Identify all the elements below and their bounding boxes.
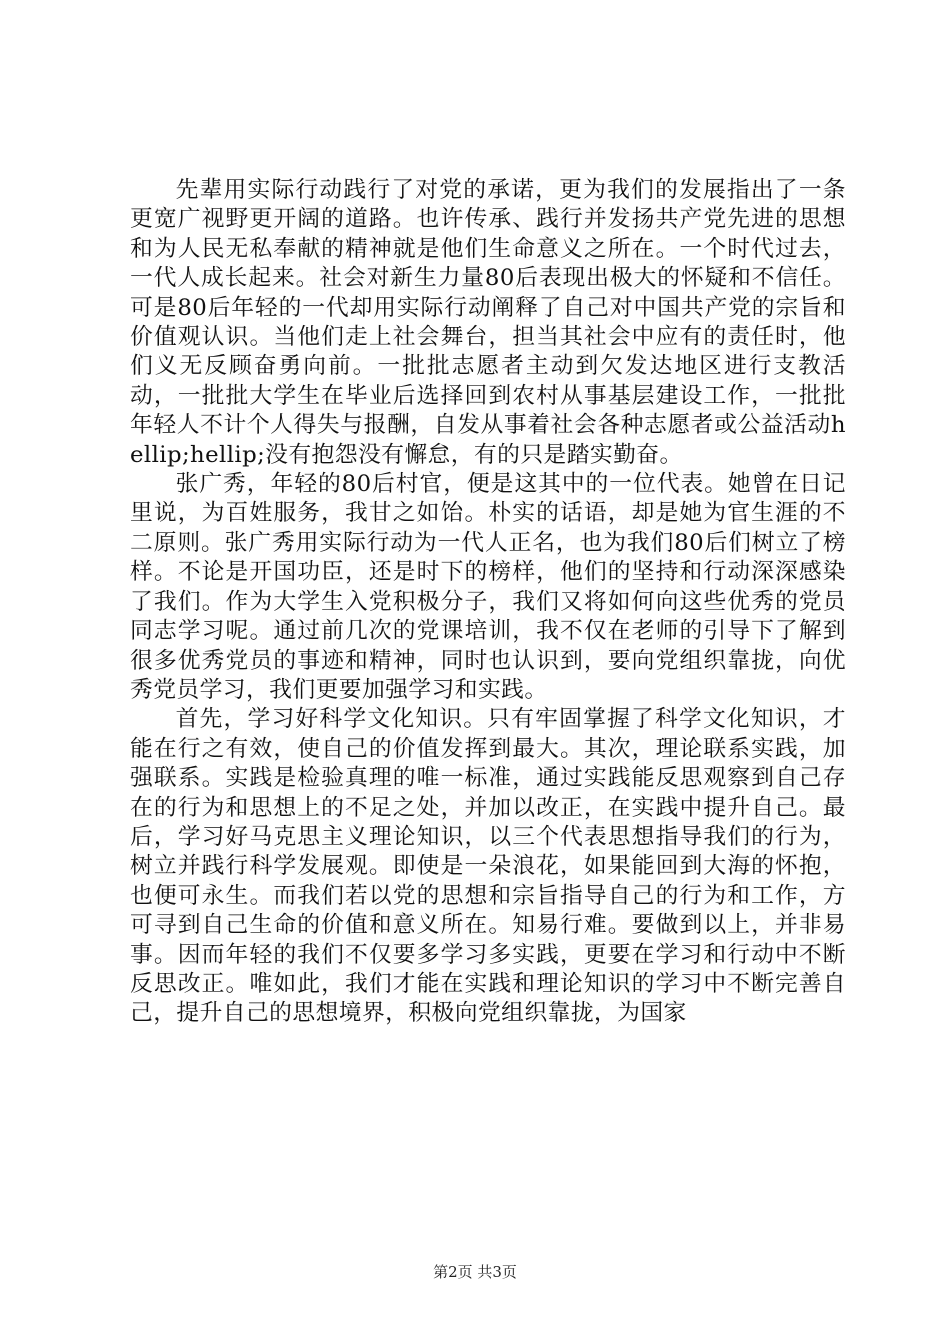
paragraph-1: 先辈用实际行动践行了对党的承诺，更为我们的发展指出了一条更宽广视野更开阔的道路。也许传承、践行并发扬共产党先进的思想和为人民无私奉献的精神就是他们生命意义之所在。一个时代过去，一代人成长起来。社会对新生力量80后表现出极大的怀疑和不信任。可是80后年轻的一代却用实际行动阐释了自己对中国共产党的宗旨和价值观认识。当他们走上社会舞台，担当其社会中应有的责任时，他们义无反顾奋勇向前。一批批志愿者主动到欠发达地区进行支教活动，一批批大学生在毕业后选择回到农村从事基层建设工作，一批批年轻人不计个人得失与报酬，自发从事着社会各种志愿者或公益活动hellip;hellip;没有抱怨没有懈怠，有的只是踏实勤奋。 xyxy=(130,177,846,468)
page-footer: 第2页 共3页 xyxy=(433,1263,517,1281)
paragraph-2: 张广秀，年轻的80后村官，便是这其中的一位代表。她曾在日记里说，为百姓服务，我甘之如饴。朴实的话语，却是她为官生涯的不二原则。张广秀用实际行动为一代人正名，也为我们80后们树立了榜样。不论是开国功臣，还是时下的榜样，他们的坚持和行动深深感染了我们。作为大学生入党积极分子，我们又将如何向这些优秀的党员同志学习呢。通过前几次的党课培训，我不仅在老师的引导下了解到很多优秀党员的事迹和精神，同时也认识到，要向党组织靠拢，向优秀党员学习，我们更要加强学习和实践。 xyxy=(130,471,846,703)
document-body xyxy=(130,176,846,1029)
paragraph-3: 首先，学习好科学文化知识。只有牢固掌握了科学文化知识，才能在行之有效，使自己的价值发挥到最大。其次，理论联系实践，加强联系。实践是检验真理的唯一标准，通过实践能反思观察到自己存在的行为和思想上的不足之处，并加以改正，在实践中提升自己。最后，学习好马克思主义理论知识，以三个代表思想指导我们的行为，树立并践行科学发展观。即使是一朵浪花，如果能回到大海的怀抱，也便可永生。而我们若以党的思想和宗旨指导自己的行为和工作，方可寻到自己生命的价值和意义所在。知易行难。要做到以上，并非易事。因而年轻的我们不仅要多学习多实践，更要在学习和行动中不断反思改正。唯如此，我们才能在实践和理论知识的学习中不断完善自己，提升自己的思想境界，积极向党组织靠拢，为国家 xyxy=(130,706,846,1027)
